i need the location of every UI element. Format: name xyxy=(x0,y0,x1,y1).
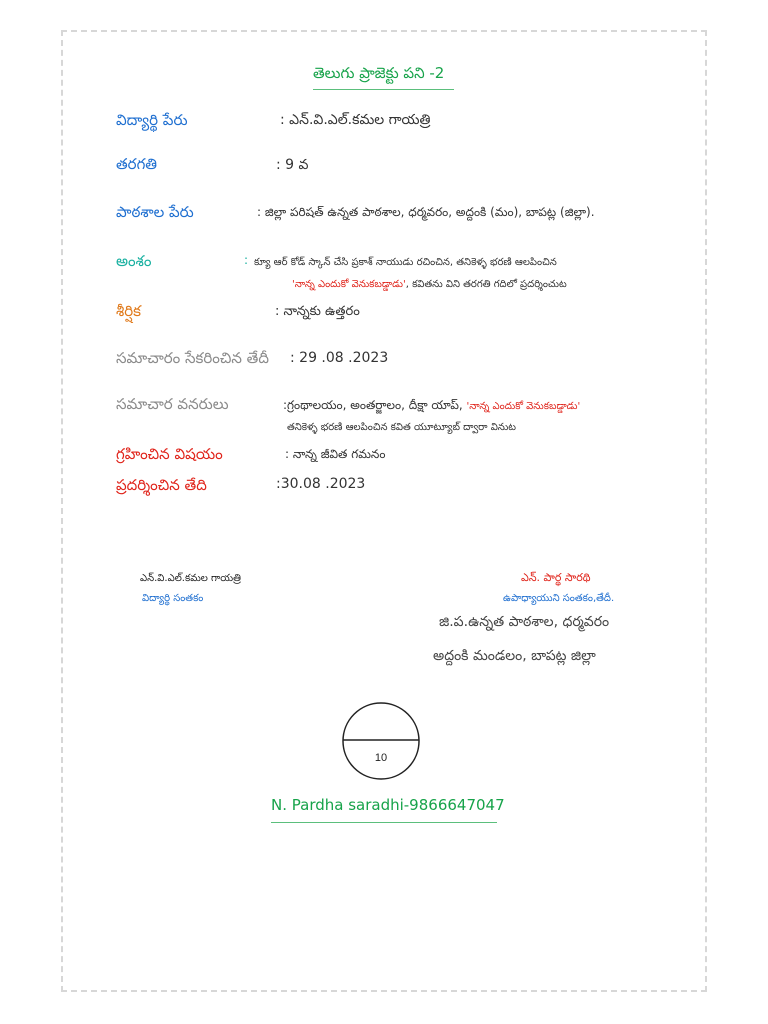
page-title: తెలుగు ప్రాజెక్టు పని -2 xyxy=(313,64,445,82)
marks-circle-outline xyxy=(343,703,419,779)
school-value: : జిల్లా పరిషత్ ఉన్నత పాఠశాల, ధర్మవరం, అద్దంకి (మం), బాపట్ల (జిల్లా). xyxy=(257,205,595,219)
learned-value: : నాన్న జీవిత గమనం xyxy=(285,447,386,461)
sources-quote: 'నాన్న ఎందుకో వెనుకబడ్డాడు' xyxy=(466,401,581,412)
title-underline xyxy=(313,89,454,90)
sources-text: :గ్రంథాలయం, అంతర్జాలం, దీక్షా యాప్, xyxy=(283,398,463,412)
student-signature-name: ఎన్.వి.ఎల్.కమల గాయత్రి xyxy=(140,573,241,584)
school-address-line-2: అద్దంకి మండలం, బాపట్ల జిల్లా xyxy=(433,648,596,664)
marks-score: 10 xyxy=(374,752,388,764)
marks-circle xyxy=(340,700,422,782)
presented-date-label: ప్రదర్శించిన తేది xyxy=(116,476,207,494)
page-border xyxy=(61,30,707,992)
school-address-line-1: జి.ప.ఉన్నత పాఠశాల, ధర్మవరం xyxy=(439,614,610,630)
class-value: : 9 వ xyxy=(276,157,309,173)
teacher-signature-name: ఎన్. పార్థ సారథి xyxy=(521,571,591,584)
topic-colon: : xyxy=(244,253,249,267)
footer-contact: N. Pardha saradhi-9866647047 xyxy=(271,796,505,814)
heading-label: శీర్షిక xyxy=(116,302,141,320)
teacher-signature-role: ఉపాధ్యాయుని సంతకం,తేదీ. xyxy=(503,593,615,604)
collected-date-value: : 29 .08 .2023 xyxy=(290,350,389,366)
learned-label: గ్రహించిన విషయం xyxy=(116,445,223,463)
student-name-label: విద్యార్థి పేరు xyxy=(116,111,188,129)
class-label: తరగతి xyxy=(116,155,158,173)
sources-label: సమాచార వనరులు xyxy=(116,395,229,413)
topic-label: అంశం xyxy=(116,252,152,270)
topic-line-2-rest: , కవితను విని తరగతి గదిలో ప్రదర్శించుట xyxy=(405,279,567,290)
topic-quote: 'నాన్న ఎందుకో వెనుకబడ్డాడు' xyxy=(292,279,406,290)
footer-underline xyxy=(271,822,497,823)
sources-value xyxy=(283,398,580,415)
collected-date-label: సమాచారం సేకరించిన తేదీ xyxy=(116,349,269,367)
presented-date-value: :30.08 .2023 xyxy=(276,476,366,492)
school-label: పాఠశాల పేరు xyxy=(116,203,194,221)
student-signature-role: విద్యార్థి సంతకం xyxy=(142,593,204,604)
heading-value: : నాన్నకు ఉత్తరం xyxy=(275,304,360,319)
topic-line-1: క్యూ ఆర్ కోడ్ స్కాన్ చేసి ప్రకాశ్ నాయుడు రచించిన, తనికెళ్ళ భరణి ఆలపించిన xyxy=(254,257,557,268)
topic-line-2 xyxy=(292,278,567,292)
student-name-value: : ఎన్.వి.ఎల్.కమల గాయత్రి xyxy=(280,112,431,128)
sources-line-2: తనికెళ్ళ భరణి ఆలపించిన కవిత యూట్యూబ్ ద్వారా వినుట xyxy=(287,422,517,433)
